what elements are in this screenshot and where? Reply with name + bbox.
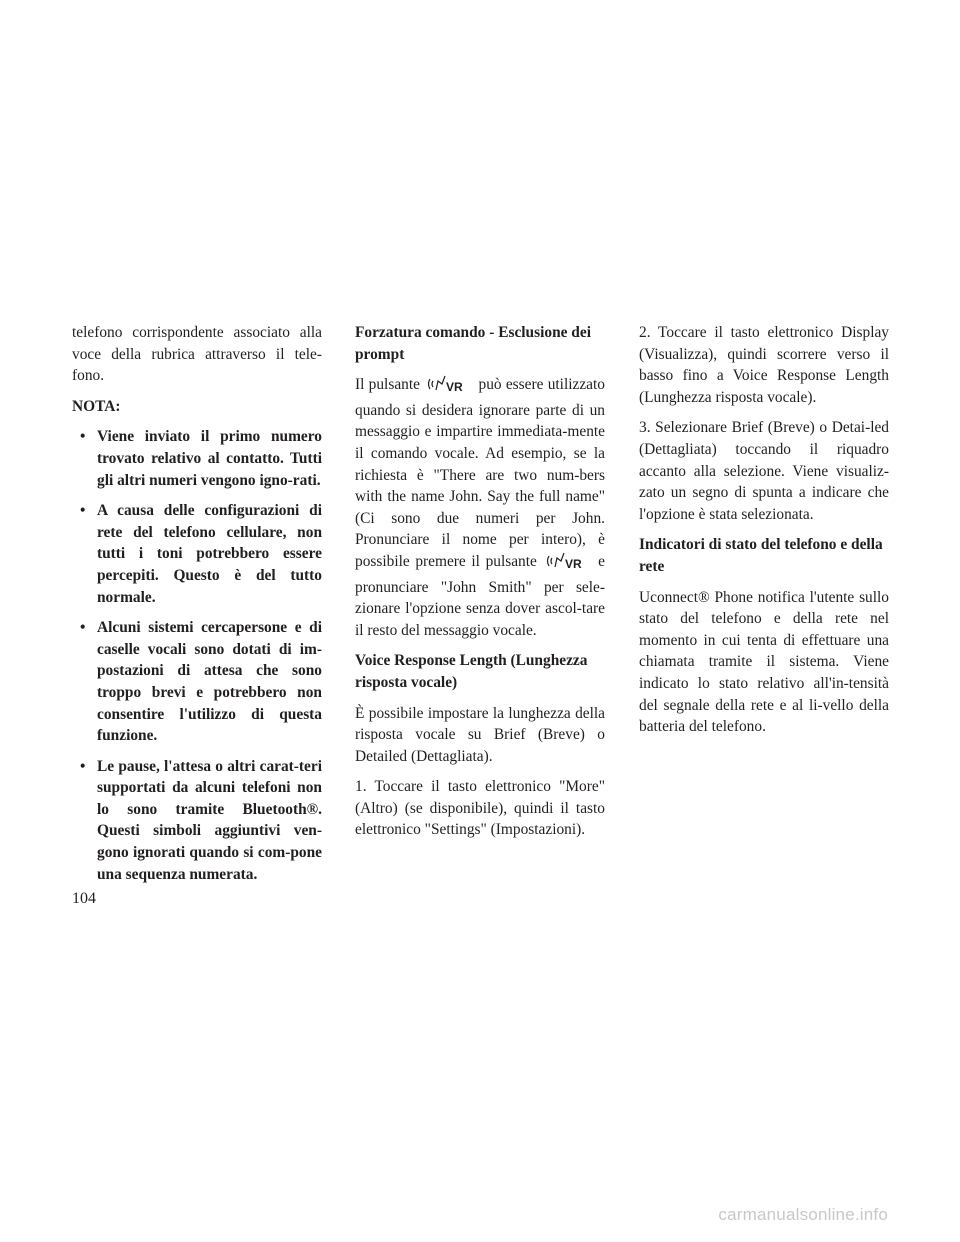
watermark: carmanualsonline.info	[718, 1205, 888, 1224]
voice-length-paragraph: È possibile impostare la lunghezza della risposta vocale su Brief (Breve) o Detailed (Dettagliata).	[355, 704, 605, 765]
list-item: • A causa delle configurazioni di rete del telefono cellulare, non tutti i toni potrebbero essere percepiti. Questo è del tutto normale.	[80, 502, 322, 606]
list-item: • Alcuni sistemi cercapersone e di caselle vocali sono dotati di im-postazioni di attesa che sono troppo brevi e potrebbero non consentire l'utilizzo di questa funzione.	[80, 619, 322, 745]
step-3-paragraph: 3. Selezionare Brief (Breve) o Detai-led (Dettagliata) toccando il riquadro accanto alla selezione. Viene visualiz-zato un segno di spunta a indicare che l'opzione è stata selezionata.	[639, 419, 889, 523]
page-number: 104	[72, 890, 96, 907]
voice-recognition-icon	[545, 552, 591, 577]
section-heading-override: Forzatura comando - Esclusione dei prompt	[355, 324, 591, 363]
voice-recognition-icon	[426, 375, 472, 400]
nota-list	[72, 426, 322, 885]
column-2	[355, 322, 605, 850]
status-paragraph: Uconnect® Phone notifica l'utente sullo stato del telefono e della rete nel momento in cui tenta di effettuare una chiamata tramite il sistema. Viene indicato lo stato relativo all'in-tensità del segnale della rete e al li-vello della batteria del telefono.	[639, 588, 889, 736]
step-1-paragraph: 1. Toccare il tasto elettronico "More" (Altro) (se disponibile), quindi il tasto elettronico "Settings" (Impostazioni).	[355, 778, 605, 839]
section-heading-voice-length: Voice Response Length (Lunghezza risposta vocale)	[355, 652, 588, 691]
column-1	[72, 322, 322, 894]
nota-label: NOTA:	[72, 397, 121, 415]
override-paragraph: Il pulsante VR può essere utilizzato quando si desidera ignorare parte di un messaggio e impartire immediata-mente il comando vocale. Ad esempio, se la richiesta è "There are two num-bers with the name John. Say the full name" (Ci sono due numeri per John. Pronunciare il nome per intero), è possibile premere il pulsante VR e pronunciare "John Smith" per sele-zionare l'opzione senza dover ascol-tare il resto del messaggio vocale.	[355, 376, 605, 639]
vr-label: VR	[446, 380, 463, 394]
section-heading-status: Indicatori di stato del telefono e della rete	[639, 536, 883, 575]
intro-paragraph: telefono corrispondente associato alla voce della rubrica attraverso il tele-fono.	[72, 324, 322, 385]
list-item: • Viene inviato il primo numero trovato relativo al contatto. Tutti gli altri numeri vengono igno-rati.	[80, 428, 322, 489]
vr-label: VR	[564, 556, 582, 570]
step-2-paragraph: 2. Toccare il tasto elettronico Display (Visualizza), quindi scorrere verso il basso fino a Voice Response Length (Lunghezza risposta vocale).	[639, 324, 889, 406]
column-3	[639, 322, 889, 747]
list-item: • Le pause, l'attesa o altri carat-teri supportati da alcuni telefoni non lo sono tramite Bluetooth®. Questi simboli aggiuntivi ven-gono ignorati quando si com-pone una sequenza numerata.	[80, 757, 322, 883]
